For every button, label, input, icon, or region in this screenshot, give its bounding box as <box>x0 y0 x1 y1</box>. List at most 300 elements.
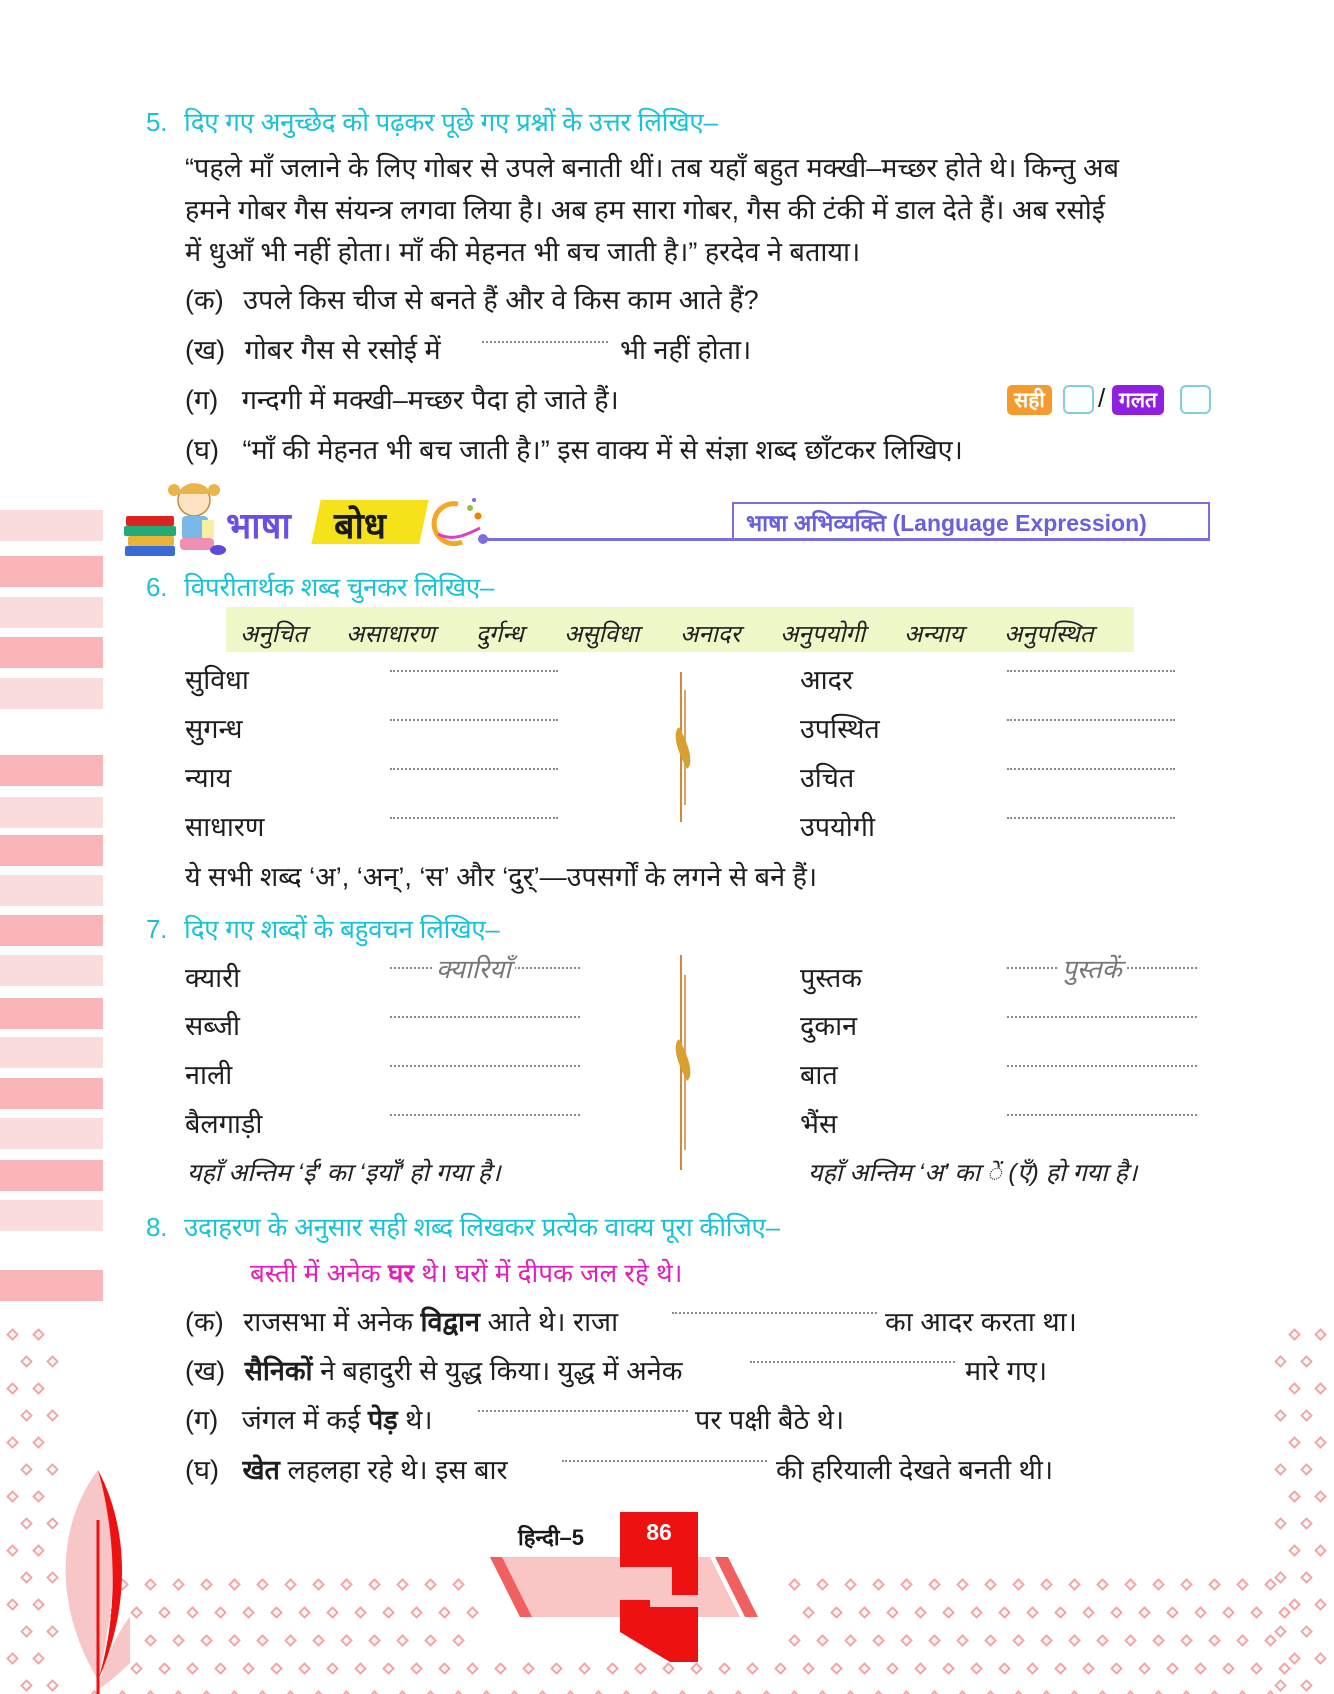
diamond-dot <box>172 1690 185 1694</box>
diamond-dot <box>760 1690 773 1694</box>
item-label: (ख) <box>185 335 226 365</box>
diamond-dot <box>144 1690 157 1694</box>
item-label: (घ) <box>185 435 219 465</box>
q8-item-gha <box>185 1450 508 1487</box>
word-bank-item: दुर्गन्ध <box>476 621 524 648</box>
diamond-dot <box>382 1662 395 1675</box>
diamond-dot <box>1152 1578 1165 1591</box>
diamond-dot <box>452 1690 465 1694</box>
item-text: थे। <box>397 1405 433 1435</box>
q5-item-kha <box>185 330 441 367</box>
diamond-dot <box>816 1578 829 1591</box>
diamond-dot <box>844 1578 857 1591</box>
diamond-dot <box>6 1598 19 1611</box>
diamond-dot <box>676 1690 689 1694</box>
word-bank-item: असाधारण <box>346 621 435 648</box>
word-bank-item: अनुपस्थित <box>1004 621 1094 648</box>
diamond-dot <box>844 1690 857 1694</box>
q7-title <box>146 910 500 946</box>
item-label: (ग) <box>185 1405 219 1435</box>
diamond-dot <box>1096 1634 1109 1647</box>
side-tab <box>0 556 103 587</box>
diamond-dot <box>1166 1606 1179 1619</box>
item-label: (ख) <box>185 1356 226 1386</box>
diamond-dot <box>424 1634 437 1647</box>
diamond-dot <box>1026 1606 1039 1619</box>
sample-answer: क्यारियाँ <box>432 950 515 986</box>
side-tab <box>0 637 103 668</box>
answer-blank[interactable] <box>482 341 608 343</box>
diamond-dot <box>900 1578 913 1591</box>
item-text: मारे गए। <box>965 1356 1048 1386</box>
side-tab <box>0 1200 103 1231</box>
diamond-dot <box>256 1690 269 1694</box>
item-text: का आदर करता था। <box>885 1307 1077 1337</box>
diamond-dot <box>886 1662 899 1675</box>
diamond-dot <box>494 1662 507 1675</box>
answer-blank[interactable] <box>390 817 558 819</box>
word-bank-item: अन्याय <box>904 621 964 648</box>
diamond-dot <box>1026 1662 1039 1675</box>
item-label: (क) <box>185 1307 224 1337</box>
answer-blank[interactable] <box>672 1312 877 1314</box>
diamond-dot <box>1054 1606 1067 1619</box>
item-text: आते थे। राजा <box>480 1307 619 1337</box>
answer-blank[interactable] <box>1007 1065 1197 1067</box>
side-tab <box>0 1160 103 1191</box>
diamond-dot <box>1068 1578 1081 1591</box>
diamond-dot <box>466 1606 479 1619</box>
q7-title-text: दिए गए शब्दों के बहुवचन लिखिए– <box>184 914 500 944</box>
diamond-dot <box>6 1328 19 1341</box>
q8-title <box>146 1208 780 1244</box>
diamond-dot <box>32 1382 45 1395</box>
answer-blank[interactable] <box>750 1361 955 1363</box>
diamond-dot <box>690 1662 703 1675</box>
diamond-dot <box>298 1662 311 1675</box>
diamond-dot <box>228 1634 241 1647</box>
diamond-dot <box>1236 1634 1249 1647</box>
leaf-icon <box>667 727 699 769</box>
side-tab <box>0 678 103 709</box>
diamond-dot <box>424 1690 437 1694</box>
diamond-dot <box>1124 1578 1137 1591</box>
diamond-dot <box>1110 1606 1123 1619</box>
diamond-dot <box>816 1690 829 1694</box>
diamond-dot <box>480 1690 493 1694</box>
diamond-dot <box>1314 1652 1327 1665</box>
diamond-dot <box>1208 1578 1221 1591</box>
diamond-dot <box>452 1634 465 1647</box>
q5-paragraph <box>185 147 1119 273</box>
side-tab <box>0 1118 103 1149</box>
diamond-dot <box>606 1662 619 1675</box>
word-bank-item: अनुचित <box>240 621 307 648</box>
diamond-dot <box>6 1544 19 1557</box>
diamond-dot <box>1274 1679 1287 1692</box>
diamond-dot <box>648 1690 661 1694</box>
diamond-dot <box>1082 1606 1095 1619</box>
diamond-dot <box>256 1634 269 1647</box>
item-text: उपले किस चीज से बनते हैं और वे किस काम आते हैं? <box>243 285 759 315</box>
item-text: गन्दगी में मक्खी–मच्छर पैदा हो जाते हैं। <box>241 385 619 415</box>
item-label: (घ) <box>185 1455 219 1485</box>
diamond-dot <box>438 1606 451 1619</box>
diamond-dot <box>6 1382 19 1395</box>
diamond-dot <box>438 1662 451 1675</box>
diamond-dot <box>788 1634 801 1647</box>
diamond-dot <box>1250 1662 1263 1675</box>
diamond-dot <box>46 1409 59 1422</box>
diamond-dot <box>270 1662 283 1675</box>
diamond-dot <box>592 1690 605 1694</box>
answer-blank[interactable] <box>478 1410 688 1412</box>
q7-left-word: सब्जी <box>185 1011 240 1041</box>
diamond-dot <box>1288 1598 1301 1611</box>
word-bank-item: असुविधा <box>564 621 640 648</box>
q8-item-ka <box>185 1302 618 1339</box>
diamond-dot <box>858 1662 871 1675</box>
diamond-dot <box>802 1606 815 1619</box>
q7-right-note: यहाँ अन्तिम ‘अ’ का ें (एँ) हो गया है। <box>808 1159 1138 1187</box>
diamond-dot <box>1300 1679 1313 1692</box>
diamond-dot <box>914 1606 927 1619</box>
diamond-dot <box>998 1662 1011 1675</box>
diamond-dot <box>1208 1634 1221 1647</box>
item-bold-word: विद्वान <box>420 1307 481 1337</box>
banner-word-bodh: बोध <box>334 505 387 546</box>
diamond-dot <box>998 1606 1011 1619</box>
false-checkbox[interactable] <box>1180 385 1211 414</box>
example-bold-word: घर <box>388 1258 415 1288</box>
diamond-dot <box>746 1662 759 1675</box>
diamond-dot <box>872 1690 885 1694</box>
diamond-dot <box>1138 1662 1151 1675</box>
diamond-dot <box>6 1490 19 1503</box>
diamond-dot <box>410 1662 423 1675</box>
diamond-dot <box>816 1634 829 1647</box>
diamond-dot <box>1124 1634 1137 1647</box>
item-text: पर पक्षी बैठे थे। <box>695 1405 845 1435</box>
answer-blank[interactable] <box>1007 768 1175 770</box>
diamond-dot <box>900 1634 913 1647</box>
diamond-dot <box>1300 1571 1313 1584</box>
diamond-dot <box>830 1606 843 1619</box>
item-text: जंगल में कई <box>241 1405 368 1435</box>
diamond-dot <box>340 1690 353 1694</box>
diamond-dot <box>354 1606 367 1619</box>
diamond-dot <box>858 1606 871 1619</box>
diamond-dot <box>1264 1578 1277 1591</box>
answer-blank[interactable] <box>1007 1114 1197 1116</box>
diamond-dot <box>1180 1690 1193 1694</box>
diamond-dot <box>368 1634 381 1647</box>
diamond-dot <box>984 1690 997 1694</box>
diamond-dot <box>956 1578 969 1591</box>
diamond-dot <box>144 1634 157 1647</box>
diamond-dot <box>788 1690 801 1694</box>
diamond-dot <box>1152 1690 1165 1694</box>
diamond-dot <box>1194 1606 1207 1619</box>
diamond-dot <box>774 1662 787 1675</box>
diamond-dot <box>270 1606 283 1619</box>
diamond-dot <box>1288 1382 1301 1395</box>
diamond-dot <box>1250 1606 1263 1619</box>
diamond-dot <box>1208 1690 1221 1694</box>
answer-blank[interactable] <box>562 1460 767 1462</box>
side-tab <box>0 1078 103 1109</box>
diamond-dot <box>914 1662 927 1675</box>
diamond-dot <box>340 1578 353 1591</box>
diamond-dot <box>1314 1382 1327 1395</box>
leaf-decoration-icon <box>20 1460 130 1694</box>
diamond-dot <box>788 1578 801 1591</box>
q7-number: 7. <box>146 914 168 944</box>
answer-blank[interactable] <box>390 670 558 672</box>
side-tab <box>0 755 103 786</box>
diamond-dot <box>984 1578 997 1591</box>
diamond-dot <box>312 1578 325 1591</box>
diamond-dot <box>620 1690 633 1694</box>
diamond-dot <box>424 1578 437 1591</box>
diamond-dot <box>284 1578 297 1591</box>
example-text: बस्ती में अनेक <box>250 1258 388 1288</box>
diamond-dot <box>1288 1328 1301 1341</box>
diamond-dot <box>32 1328 45 1341</box>
diamond-dot <box>928 1690 941 1694</box>
diamond-dot <box>326 1662 339 1675</box>
q6-right-word: उपयोगी <box>800 812 875 842</box>
diamond-dot <box>32 1436 45 1449</box>
q5-title <box>146 103 718 139</box>
diamond-dot <box>368 1690 381 1694</box>
side-tab <box>0 875 103 906</box>
diamond-dot <box>1166 1662 1179 1675</box>
banner-underline <box>482 538 1210 541</box>
diamond-dot <box>382 1606 395 1619</box>
diamond-dot <box>732 1690 745 1694</box>
side-tab <box>0 1037 103 1068</box>
page-number: 86 <box>620 1512 698 1556</box>
diamond-dot <box>368 1578 381 1591</box>
q5-number: 5. <box>146 107 168 137</box>
false-badge: गलत <box>1112 385 1164 415</box>
diamond-dot <box>1274 1355 1287 1368</box>
diamond-dot <box>6 1436 19 1449</box>
diamond-dot <box>396 1634 409 1647</box>
paragraph-line: “पहले माँ जलाने के लिए गोबर से उपले बनाती थीं। तब यहाँ बहुत मक्खी–मच्छर होते थे। किन्तु अब <box>185 153 1119 183</box>
diamond-dot <box>242 1662 255 1675</box>
diamond-dot <box>942 1662 955 1675</box>
q8-item-ga <box>185 1400 433 1437</box>
swirl-icon <box>418 494 488 554</box>
diamond-dot <box>830 1662 843 1675</box>
item-bold-word: खेत <box>242 1455 280 1485</box>
answer-blank[interactable] <box>1007 719 1175 721</box>
diamond-dot <box>802 1662 815 1675</box>
diamond-dot <box>172 1578 185 1591</box>
diamond-dot <box>1096 1690 1109 1694</box>
q7-left-word: नाली <box>185 1060 233 1090</box>
diamond-dot <box>1096 1578 1109 1591</box>
diamond-dot <box>144 1578 157 1591</box>
diamond-dot <box>298 1606 311 1619</box>
diamond-dot <box>1040 1578 1053 1591</box>
diamond-dot <box>1278 1606 1291 1619</box>
answer-blank[interactable] <box>390 768 558 770</box>
diamond-dot <box>662 1662 675 1675</box>
word-bank <box>226 607 1134 652</box>
diamond-dot <box>1040 1690 1053 1694</box>
q7-left-word: बैलगाड़ी <box>185 1109 263 1139</box>
banner-dot <box>478 534 488 544</box>
diamond-dot <box>186 1662 199 1675</box>
diamond-dot <box>1288 1490 1301 1503</box>
item-text: गोबर गैस से रसोई में <box>244 335 441 365</box>
diamond-dot <box>508 1690 521 1694</box>
answer-blank[interactable] <box>1007 1016 1197 1018</box>
diamond-dot <box>634 1662 647 1675</box>
diamond-dot <box>284 1634 297 1647</box>
diamond-dot <box>1180 1578 1193 1591</box>
diamond-dot <box>46 1355 59 1368</box>
side-tab <box>0 597 103 628</box>
item-label: (क) <box>185 285 224 315</box>
q6-right-word: उचित <box>800 763 855 793</box>
q6-right-word: आदर <box>800 665 853 695</box>
item-text: लहलहा रहे थे। इस बार <box>279 1455 508 1485</box>
answer-blank[interactable] <box>1007 670 1175 672</box>
diamond-dot <box>928 1634 941 1647</box>
q7-right-word: बात <box>800 1060 838 1090</box>
diamond-dot <box>1194 1662 1207 1675</box>
diamond-dot <box>452 1578 465 1591</box>
item-bold-word: सैनिकों <box>244 1356 313 1386</box>
diamond-dot <box>900 1690 913 1694</box>
diamond-dot <box>1222 1606 1235 1619</box>
answer-blank[interactable] <box>1007 817 1175 819</box>
diamond-dot <box>1278 1662 1291 1675</box>
diamond-dot <box>1012 1690 1025 1694</box>
diamond-dot <box>340 1634 353 1647</box>
diamond-dot <box>1138 1606 1151 1619</box>
diamond-dot <box>578 1662 591 1675</box>
diamond-dot <box>214 1662 227 1675</box>
diamond-dot <box>1314 1490 1327 1503</box>
banner-word-bhasha: भाषा <box>226 505 291 546</box>
diamond-dot <box>228 1578 241 1591</box>
diamond-dot <box>1082 1662 1095 1675</box>
diamond-dot <box>354 1662 367 1675</box>
true-badge: सही <box>1007 385 1052 415</box>
diamond-dot <box>6 1652 19 1665</box>
diamond-dot <box>1236 1690 1249 1694</box>
side-tab <box>0 1270 103 1301</box>
diamond-dot <box>1300 1463 1313 1476</box>
q6-left-word: सुविधा <box>185 665 249 695</box>
diamond-dot <box>242 1606 255 1619</box>
diamond-dot <box>1124 1690 1137 1694</box>
answer-blank[interactable] <box>390 1114 580 1116</box>
book-title: हिन्दी–5 <box>518 1525 585 1550</box>
diamond-dot <box>228 1690 241 1694</box>
diamond-dot <box>130 1606 143 1619</box>
q8-item-kha <box>185 1351 683 1388</box>
q7-left-note: यहाँ अन्तिम ‘ई’ का ‘इयाँ’ हो गया है। <box>187 1159 501 1187</box>
diamond-dot <box>396 1690 409 1694</box>
diamond-dot <box>1288 1544 1301 1557</box>
diamond-dot <box>984 1634 997 1647</box>
diamond-dot <box>20 1409 33 1422</box>
diamond-dot <box>1040 1634 1053 1647</box>
diamond-dot <box>1314 1544 1327 1557</box>
paragraph-line: हमने गोबर गैस संयन्त्र लगवा लिया है। अब हम सारा गोबर, गैस की टंकी में डाल देते हैं। अब रसोई <box>185 195 1105 225</box>
diamond-dot <box>1300 1625 1313 1638</box>
diamond-dot <box>928 1578 941 1591</box>
diamond-dot <box>1300 1517 1313 1530</box>
answer-blank[interactable] <box>390 1065 580 1067</box>
item-bold-word: पेड़ <box>367 1405 398 1435</box>
diamond-dot <box>130 1662 143 1675</box>
q6-number: 6. <box>146 572 168 602</box>
q8-example <box>250 1254 682 1290</box>
diamond-dot <box>200 1690 213 1694</box>
diamond-dot <box>410 1606 423 1619</box>
sample-answer: पुस्तकें <box>1058 950 1126 986</box>
diamond-dot <box>1236 1578 1249 1591</box>
diamond-dot <box>1314 1436 1327 1449</box>
side-tab <box>0 915 103 946</box>
diamond-dot <box>186 1606 199 1619</box>
diamond-dot <box>1314 1328 1327 1341</box>
q6-title <box>146 568 494 604</box>
true-checkbox[interactable] <box>1063 385 1094 414</box>
diamond-dot <box>1054 1662 1067 1675</box>
side-tab <box>0 998 103 1029</box>
q6-title-text: विपरीतार्थक शब्द चुनकर लिखिए– <box>184 572 495 602</box>
diamond-dot <box>970 1662 983 1675</box>
diamond-dot <box>1264 1634 1277 1647</box>
item-text: राजसभा में अनेक <box>243 1307 421 1337</box>
q7-left-word: क्यारी <box>185 963 241 993</box>
item-text: ने बहादुरी से युद्ध किया। युद्ध में अनेक <box>312 1356 683 1386</box>
q6-left-word: साधारण <box>185 812 265 842</box>
item-text: “माँ की मेहनत भी बच जाती है।” इस वाक्य में से संज्ञा शब्द छाँटकर लिखिए। <box>242 435 963 465</box>
q6-left-word: न्याय <box>185 763 232 793</box>
diamond-dot <box>1222 1662 1235 1675</box>
q5-item-gha <box>185 430 963 467</box>
diamond-dot <box>1288 1652 1301 1665</box>
q6-note: ये सभी शब्द ‘अ’, ‘अन्’, ‘स’ और ‘दुर्’—उपसर्गों के लगने से बने हैं। <box>185 862 818 892</box>
q8-title-text: उदाहरण के अनुसार सही शब्द लिखकर प्रत्येक वाक्य पूरा कीजिए– <box>184 1212 780 1242</box>
item-text: की हरियाली देखते बनती थी। <box>776 1455 1054 1485</box>
q8-number: 8. <box>146 1212 168 1242</box>
diamond-dot <box>1152 1634 1165 1647</box>
diamond-dot <box>1288 1436 1301 1449</box>
q5-title-text: दिए गए अनुच्छेद को पढ़कर पूछे गए प्रश्नों के उत्तर लिखिए– <box>184 107 718 137</box>
diamond-dot <box>172 1634 185 1647</box>
diamond-dot <box>158 1606 171 1619</box>
diamond-dot <box>214 1606 227 1619</box>
diamond-dot <box>886 1606 899 1619</box>
girl-reading-books-icon <box>122 478 228 558</box>
answer-blank[interactable] <box>390 719 558 721</box>
diamond-dot <box>1274 1625 1287 1638</box>
item-label: (ग) <box>185 385 219 415</box>
diamond-dot <box>872 1578 885 1591</box>
answer-blank[interactable] <box>390 1016 580 1018</box>
diamond-dot <box>522 1662 535 1675</box>
